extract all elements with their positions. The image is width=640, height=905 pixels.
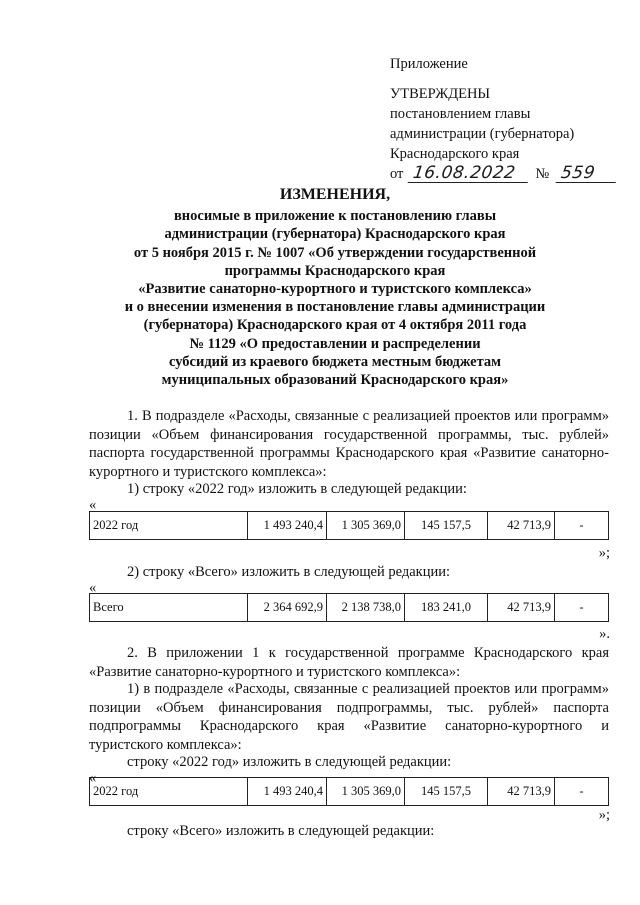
approved-line-3: Краснодарского края [390, 146, 520, 162]
financing-table-total [89, 593, 609, 622]
approved-line-1: постановлением главы [390, 106, 531, 122]
handwritten-date: 16.08.2022 [408, 164, 531, 183]
section-1-item-1: 1) строку «2022 год» изложить в следующей редакции: [127, 481, 467, 497]
table-cell: 2 364 692,9 [248, 594, 327, 622]
table-cell: - [555, 778, 609, 806]
table-cell: 2 138 738,0 [327, 594, 405, 622]
table-cell: 145 157,5 [405, 512, 488, 540]
close-quote: »; [598, 545, 610, 561]
table-cell: 42 713,9 [488, 512, 555, 540]
appendix-label: Приложение [390, 56, 468, 72]
section-2-item-1: 1) в подразделе «Расходы, связанные с реализацией проектов или программ» позиции «Объем финансирования подпрограммы, тыс. рублей» паспорта подпрограммы Краснодарского края «Развитие санаторно-курортного и туристского комплекса»: [89, 681, 609, 753]
table-cell: 1 493 240,4 [248, 778, 327, 806]
financing-table-2022 [89, 511, 609, 540]
title-line: субсидий из краевого бюджета местным бюджетам [168, 353, 502, 370]
table-cell: 145 157,5 [405, 778, 488, 806]
title-line: вносимые в приложение к постановлению главы [173, 208, 497, 225]
open-quote: « [89, 497, 97, 513]
financing-table-subprogram-2022 [89, 777, 609, 806]
section-1-paragraph: 1. В подразделе «Расходы, связанные с реализацией проектов или программ» позиции «Объем финансирования государственной программы, тыс. рублей» паспорта государственной программы Краснодарского края «Развитие санаторно-курортного и туристского комплекса»: [89, 408, 609, 480]
title-line: и о внесении изменения в постановление главы администрации [124, 299, 546, 316]
table-row [90, 594, 609, 622]
appendix-block [390, 54, 617, 184]
approved-line-2: администрации (губернатора) [390, 126, 575, 142]
table-cell: - [555, 594, 609, 622]
table-cell: - [555, 512, 609, 540]
section-2-row-2022-instruction: строку «2022 год» изложить в следующей редакции: [127, 754, 452, 770]
table-cell: 42 713,9 [488, 594, 555, 622]
table-cell: 1 305 369,0 [327, 778, 405, 806]
open-quote: « [89, 770, 97, 786]
table-cell-label: 2022 год [90, 512, 248, 540]
title-line: (губернатора) Краснодарского края от 4 октября 2011 года [143, 317, 527, 334]
table-cell-label: 2022 год [90, 778, 248, 806]
table-cell: 1 305 369,0 [327, 512, 405, 540]
table-cell: 183 241,0 [405, 594, 488, 622]
title-line: программы Краснодарского края [224, 262, 446, 279]
title-line: муниципальных образований Краснодарского края» [161, 372, 509, 389]
approved-heading: УТВЕРЖДЕНЫ [390, 86, 491, 102]
section-2-paragraph: 2. В приложении 1 к государственной программе Краснодарского края «Развитие санаторно-курортного и туристского комплекса»: [89, 645, 609, 680]
title-line: № 1129 «О предоставлении и распределении [189, 335, 481, 352]
table-row [90, 512, 609, 540]
table-row [90, 778, 609, 806]
table-cell-label: Всего [90, 594, 248, 622]
date-number-line [390, 164, 617, 184]
close-quote: »; [598, 807, 610, 823]
number-label: № [535, 166, 550, 182]
title-line: администрации (губернатора) Краснодарского края [164, 226, 506, 243]
open-quote: « [89, 580, 97, 596]
handwritten-number: 559 [556, 164, 619, 183]
table-cell: 42 713,9 [488, 778, 555, 806]
close-quote: ». [599, 626, 610, 642]
table-cell: 1 493 240,4 [248, 512, 327, 540]
date-prefix: от [390, 166, 404, 182]
title-line: «Развитие санаторно-курортного и туристского комплекса» [138, 281, 532, 298]
title-line: от 5 ноября 2015 г. № 1007 «Об утверждении государственной [133, 244, 537, 261]
document-title [100, 186, 570, 389]
title-main: ИЗМЕНЕНИЯ, [279, 186, 391, 203]
section-2-row-total-instruction: строку «Всего» изложить в следующей редакции: [127, 823, 435, 839]
section-1-item-2: 2) строку «Всего» изложить в следующей редакции: [127, 564, 451, 580]
